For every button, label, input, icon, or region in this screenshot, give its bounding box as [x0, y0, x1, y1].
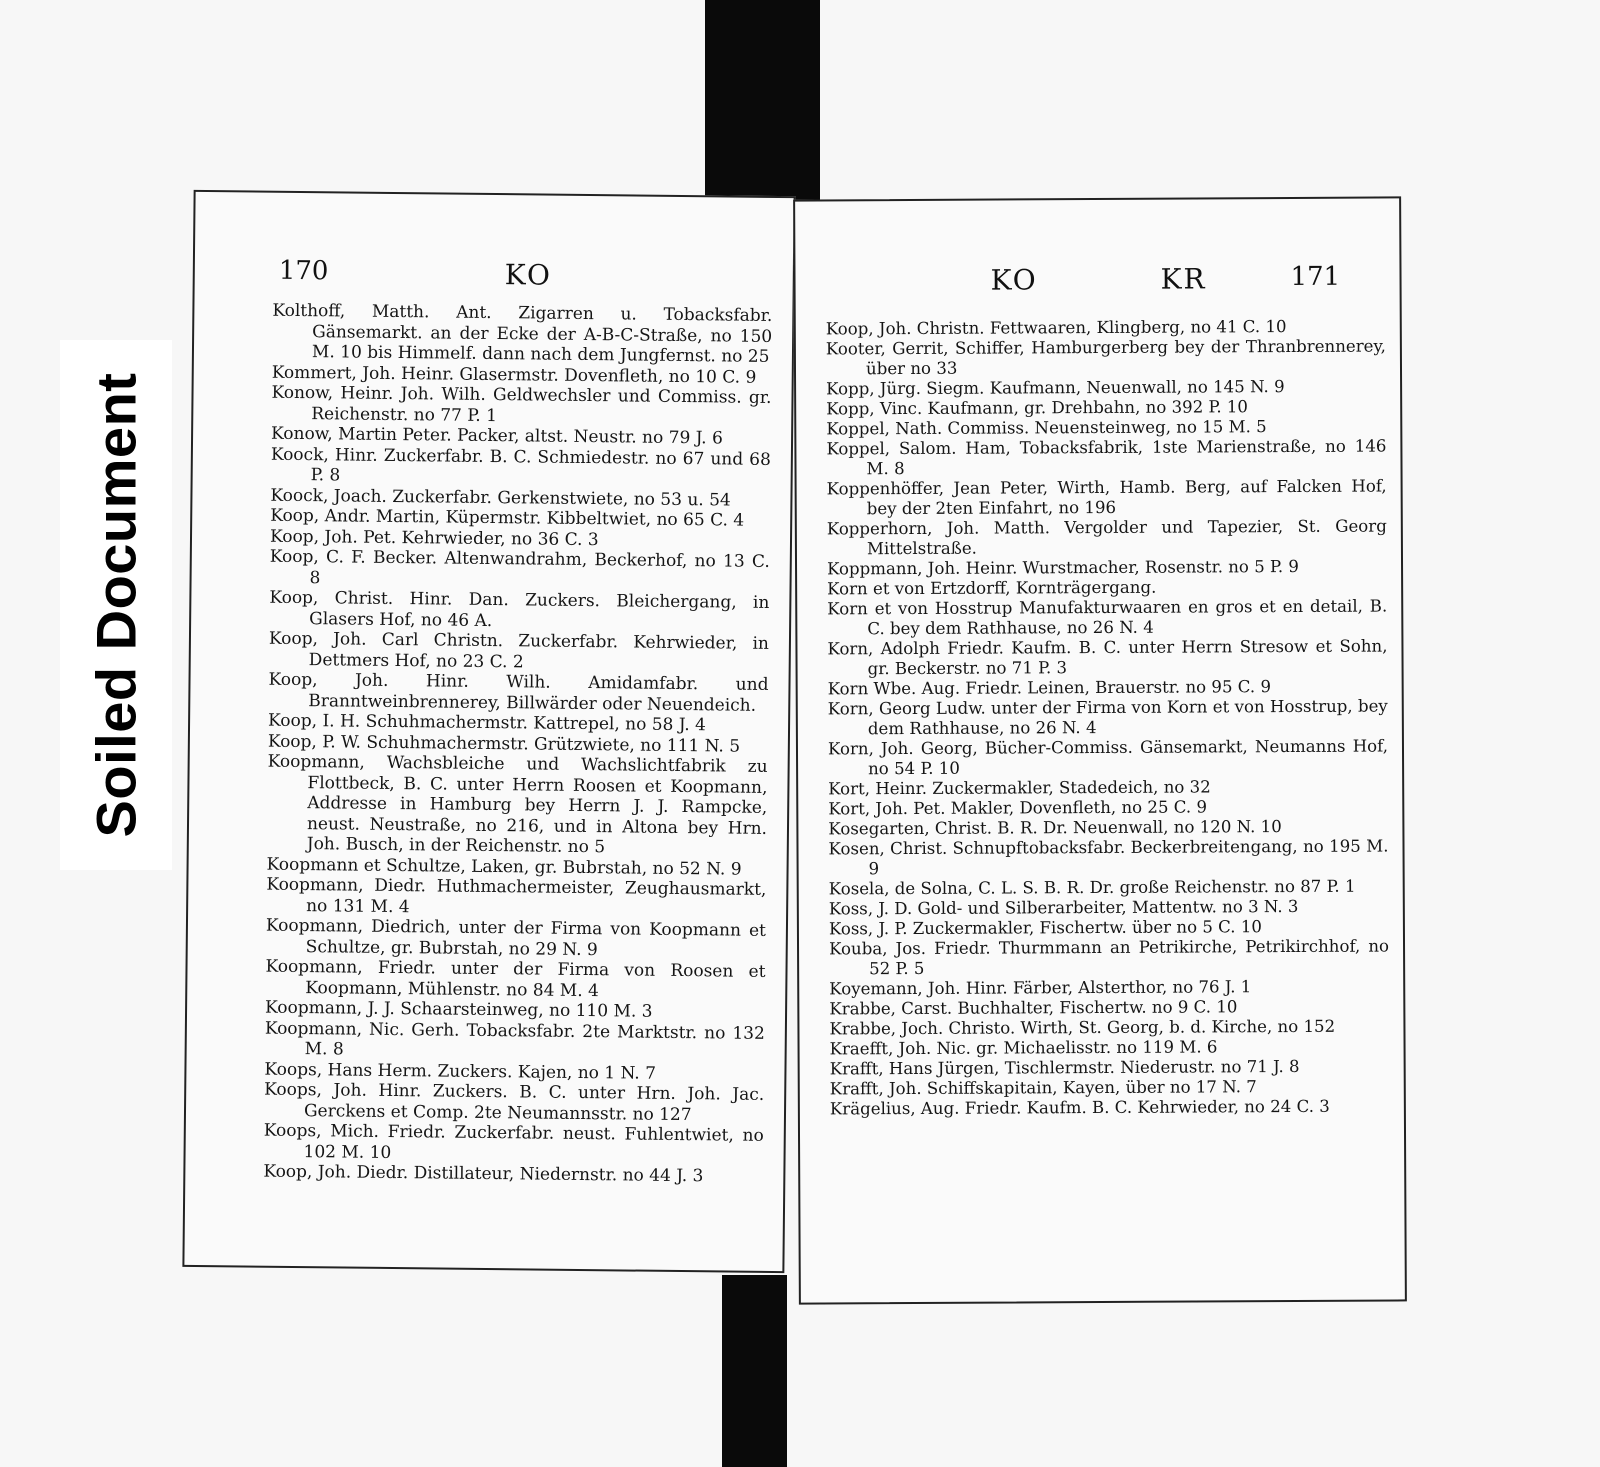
- directory-entry: Kouba, Jos. Friedr. Thurmmann an Petrikirche, Petrikirchhof, no 52 P. 5: [828, 936, 1390, 979]
- directory-entry: Kort, Joh. Pet. Makler, Dovenfleth, no 25 C. 9: [828, 797, 1208, 819]
- directory-entry: Korn Wbe. Aug. Friedr. Leinen, Brauerstr. no 95 C. 9: [827, 677, 1272, 699]
- directory-entry: Koopmann, J. J. Schaarsteinweg, no 110 M. 3: [264, 997, 653, 1022]
- directory-entry: Krabbe, Carst. Buchhalter, Fischertw. no 9 C. 10: [829, 997, 1238, 1019]
- directory-entry: Konow, Heinr. Joh. Wilh. Geldwechsler und Commiss. gr. Reichenstr. no 77 P. 1: [271, 382, 772, 426]
- directory-entry: Koyemann, Joh. Hinr. Färber, Alsterthor, no 76 J. 1: [829, 977, 1252, 999]
- directory-entry: Koopmann et Schultze, Laken, gr. Bubrstah, no 52 N. 9: [266, 854, 742, 880]
- directory-entry: Korn et von Ertzdorff, Kornträgergang.: [827, 577, 1157, 599]
- directory-entry: Koock, Hinr. Zuckerfabr. B. C. Schmiedestr. no 67 und 68 P. 8: [270, 444, 771, 486]
- left-entry-list: [263, 301, 772, 1188]
- directory-entry: Koop, C. F. Becker. Altenwandrahm, Beckerhof, no 13 C. 8: [269, 546, 770, 588]
- directory-entry: Krafft, Joh. Schiffskapitain, Kayen, über no 17 N. 7: [829, 1077, 1257, 1099]
- directory-entry: Kopperhorn, Joh. Matth. Vergolder und Tapezier, St. Georg Mittelstraße.: [826, 516, 1387, 559]
- directory-entry: Koops, Hans Herm. Zuckers. Kajen, no 1 N. 7: [264, 1059, 657, 1084]
- directory-entry: Koop, Joh. Hinr. Wilh. Amidamfabr. und Branntweinbrennerey, Billwärder oder Neuendeich.: [268, 669, 769, 716]
- directory-entry: Koopmann, Diedr. Huthmachermeister, Zeughausmarkt, no 131 M. 4: [266, 874, 767, 917]
- directory-entry: Koopmann, Nic. Gerh. Tobacksfabr. 2te Marktstr. no 132 M. 8: [264, 1018, 765, 1060]
- directory-entry: Koop, Andr. Martin, Küpermstr. Kibbeltwiet, no 65 C. 4: [270, 505, 745, 531]
- directory-entry: Kolthoff, Matth. Ant. Zigarren u. Tobacksfabr. Gänsemarkt. an der Ecke der A-B-C-Straße, no 150 M. 10 bis Himmelf. dann nach dem Jungfernst. no 25: [272, 300, 773, 367]
- right-page: [793, 196, 1407, 1304]
- right-page-header-right: KR: [1160, 262, 1207, 296]
- directory-entry: Kort, Heinr. Zuckermakler, Stadedeich, no 32: [828, 777, 1211, 799]
- directory-entry: Krägelius, Aug. Friedr. Kaufm. B. C. Kehrwieder, no 24 C. 3: [829, 1096, 1330, 1119]
- soiled-document-label: [60, 340, 172, 870]
- directory-entry: Kopp, Vinc. Kaufmann, gr. Drehbahn, no 392 P. 10: [826, 397, 1249, 419]
- directory-entry: Kosela, de Solna, C. L. S. B. R. Dr. große Reichenstr. no 87 P. 1: [828, 876, 1356, 899]
- directory-entry: Korn, Adolph Friedr. Kaufm. B. C. unter Herrn Stresow et Sohn, gr. Beckerstr. no 71 P. 3: [827, 636, 1388, 679]
- bottom-binding-strip: [722, 1275, 787, 1467]
- directory-entry: Koppenhöffer, Jean Peter, Wirth, Hamb. Berg, auf Falcken Hof, bey der 2ten Einfahrt, no 196: [826, 476, 1387, 519]
- directory-entry: Koppel, Nath. Commiss. Neuensteinweg, no 15 M. 5: [826, 417, 1267, 439]
- left-page-number: 170: [278, 255, 329, 287]
- directory-entry: Koss, J. D. Gold- und Silberarbeiter, Mattentw. no 3 N. 3: [828, 896, 1299, 919]
- directory-entry: Koop, Joh. Christn. Fettwaaren, Klingberg, no 41 C. 10: [825, 317, 1287, 339]
- directory-entry: Koopmann, Friedr. unter der Firma von Roosen et Koopmann, Mühlenstr. no 84 M. 4: [265, 956, 766, 1001]
- directory-entry: Koss, J. P. Zuckermakler, Fischertw. über no 5 C. 10: [828, 917, 1262, 939]
- directory-entry: Koppel, Salom. Ham, Tobacksfabrik, 1ste Marienstraße, no 146 M. 8: [826, 436, 1387, 479]
- directory-entry: Koop, Joh. Pet. Kehrwieder, no 36 C. 3: [269, 526, 599, 550]
- directory-entry: Kooter, Gerrit, Schiffer, Hamburgerberg bey der Thranbrennerey, über no 33: [825, 336, 1386, 379]
- directory-entry: Koopmann, Diedrich, unter der Firma von Koopmann et Schultze, gr. Bubrstah, no 29 N. 9: [265, 915, 767, 960]
- directory-entry: Koock, Joach. Zuckerfabr. Gerkenstwiete, no 53 u. 54: [270, 485, 731, 511]
- right-page-header-left: KO: [990, 263, 1038, 297]
- directory-entry: Krabbe, Joch. Christo. Wirth, St. Georg, b. d. Kirche, no 152: [829, 1016, 1336, 1039]
- right-entry-list: [826, 316, 1390, 1119]
- directory-entry: Krafft, Hans Jürgen, Tischlermstr. Niederustr. no 71 J. 8: [829, 1056, 1300, 1079]
- directory-entry: Korn et von Hosstrup Manufakturwaaren en gros et en detail, B. C. bey dem Rathhause, no 26 N. 4: [827, 596, 1388, 639]
- directory-entry: Koop, Joh. Diedr. Distillateur, Niedernstr. no 44 J. 3: [263, 1161, 704, 1187]
- directory-entry: Koop, Joh. Carl Christn. Zuckerfabr. Kehrwieder, in Dettmers Hof, no 23 C. 2: [268, 628, 770, 672]
- directory-entry: Kosegarten, Christ. B. R. Dr. Neuenwall, no 120 N. 10: [828, 817, 1282, 839]
- directory-entry: Koopmann, Wachsbleiche und Wachslichtfabrik zu Flottbeck, B. C. unter Herrn Roosen et Koopmann, Addresse in Hamburg bey Herrn J. J. Rampcke, neust. Neustraße, no 216, und in Altona bey Hrn. Joh. Busch, in der Reichenstr. no 5: [267, 751, 768, 858]
- directory-entry: Koop, Christ. Hinr. Dan. Zuckers. Bleichergang, in Glasers Hof, no 46 A.: [269, 587, 770, 631]
- directory-entry: Koops, Joh. Hinr. Zuckers. B. C. unter Hrn. Joh. Jac. Gerckens et Comp. 2te Neumannsstr. no 127: [264, 1079, 765, 1125]
- directory-entry: Korn, Georg Ludw. unter der Firma von Korn et von Hosstrup, bey dem Rathhause, no 26 N. 4: [827, 696, 1388, 739]
- top-binding-strip: [705, 0, 820, 200]
- soiled-document-label-text: Soiled Document: [84, 372, 148, 838]
- directory-entry: Koppmann, Joh. Heinr. Wurstmacher, Rosenstr. no 5 P. 9: [826, 556, 1299, 579]
- directory-entry: Koop, I. H. Schuhmachermstr. Kattrepel, no 58 J. 4: [267, 710, 707, 736]
- right-page-number: 171: [1290, 261, 1341, 292]
- directory-entry: Kosen, Christ. Schnupftobacksfabr. Beckerbreitengang, no 195 M. 9: [828, 836, 1389, 879]
- directory-entry: Kommert, Joh. Heinr. Glasermstr. Dovenfleth, no 10 C. 9: [271, 362, 757, 388]
- directory-entry: Kraefft, Joh. Nic. gr. Michaelisstr. no 119 M. 6: [829, 1037, 1218, 1059]
- directory-entry: Korn, Joh. Georg, Bücher-Commiss. Gänsemarkt, Neumanns Hof, no 54 P. 10: [827, 736, 1389, 779]
- directory-entry: Koop, P. W. Schuhmachermstr. Grützwiete, no 111 N. 5: [267, 731, 741, 757]
- left-page: [182, 190, 795, 1273]
- directory-entry: Koops, Mich. Friedr. Zuckerfabr. neust. Fuhlentwiet, no 102 M. 10: [263, 1120, 764, 1163]
- directory-entry: Konow, Martin Peter. Packer, altst. Neustr. no 79 J. 6: [271, 423, 723, 449]
- left-page-header: KO: [504, 258, 553, 292]
- directory-entry: Kopp, Jürg. Siegm. Kaufmann, Neuenwall, no 145 N. 9: [826, 377, 1285, 399]
